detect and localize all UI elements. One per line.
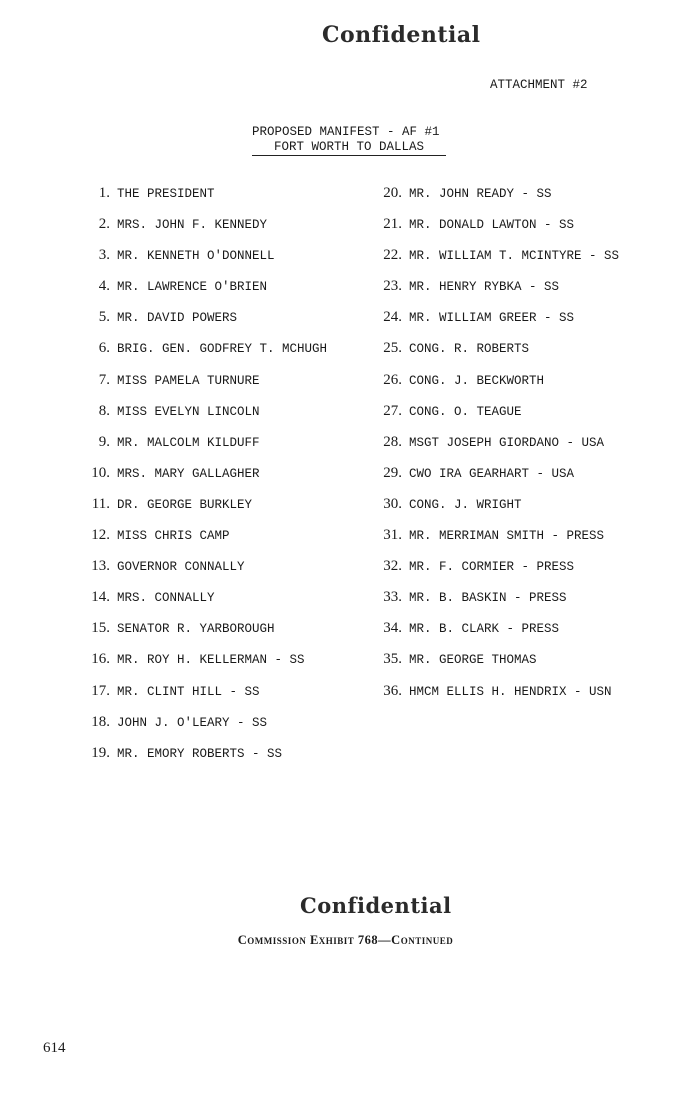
passenger-name: MR. MERRIMAN SMITH - PRESS: [409, 529, 605, 544]
passenger-name: MR. LAWRENCE O'BRIEN: [117, 280, 268, 295]
entry-number: 22.: [383, 247, 402, 264]
passenger-name: GOVERNOR CONNALLY: [117, 560, 245, 575]
entry-number: 12.: [91, 527, 110, 544]
entry-number: 25.: [383, 340, 402, 357]
passenger-name: MRS. JOHN F. KENNEDY: [117, 218, 268, 233]
entry-number: 36.: [383, 682, 402, 699]
manifest-entry: [70, 683, 327, 714]
entry-number: 6.: [98, 340, 110, 357]
entry-number: 28.: [383, 433, 402, 450]
entry-number: 15.: [91, 620, 110, 637]
passenger-name: MR. WILLIAM GREER - SS: [409, 311, 575, 326]
manifest-entry: [70, 247, 327, 278]
manifest-entry: [362, 403, 619, 434]
entry-number: 21.: [383, 216, 402, 233]
manifest-entry: [70, 278, 327, 309]
manifest-entry: [70, 496, 327, 527]
manifest-entry: [70, 340, 327, 371]
passenger-name: HMCM ELLIS H. HENDRIX - USN: [409, 684, 612, 699]
manifest-entry: [70, 403, 327, 434]
passenger-name: MR. EMORY ROBERTS - SS: [117, 746, 283, 761]
passenger-name: MISS PAMELA TURNURE: [117, 373, 260, 388]
passenger-name: CONG. J. BECKWORTH: [409, 373, 545, 388]
entry-number: 20.: [383, 185, 402, 201]
entry-number: 32.: [383, 558, 402, 575]
passenger-name: MR. DONALD LAWTON - SS: [409, 218, 575, 233]
entry-number: 2.: [98, 216, 110, 233]
manifest-entry: [70, 745, 327, 776]
manifest-entry: [362, 683, 619, 714]
entry-number: 24.: [383, 309, 402, 326]
passenger-name: MR. JOHN READY - SS: [409, 187, 552, 201]
passenger-name: MR. ROY H. KELLERMAN - SS: [117, 653, 305, 668]
manifest-entry: [70, 465, 327, 496]
manifest-title: PROPOSED MANIFEST - AF #1: [252, 125, 440, 139]
manifest-entry: [362, 309, 619, 340]
manifest-entry: [70, 185, 327, 216]
manifest-entry: [362, 651, 619, 682]
manifest-entry: [362, 589, 619, 620]
confidential-stamp-bottom: Confidential: [300, 893, 452, 918]
manifest-entry: [70, 434, 327, 465]
manifest-route: FORT WORTH TO DALLAS: [252, 140, 446, 156]
manifest-list-right: [362, 185, 619, 714]
entry-number: 7.: [98, 371, 110, 388]
manifest-entry: [362, 278, 619, 309]
entry-number: 11.: [91, 495, 110, 512]
entry-number: 1.: [98, 185, 110, 201]
manifest-list-left: [70, 185, 327, 776]
entry-number: 33.: [383, 589, 402, 606]
manifest-entry: [362, 620, 619, 651]
passenger-name: MR. CLINT HILL - SS: [117, 684, 260, 699]
entry-number: 27.: [383, 402, 402, 419]
passenger-name: DR. GEORGE BURKLEY: [117, 497, 253, 512]
passenger-name: MSGT JOSEPH GIORDANO - USA: [409, 435, 605, 450]
passenger-name: CONG. O. TEAGUE: [409, 404, 522, 419]
manifest-entry: [70, 309, 327, 340]
entry-number: 16.: [91, 651, 110, 668]
manifest-entry: [362, 216, 619, 247]
manifest-entry: [362, 185, 619, 216]
passenger-name: MR. WILLIAM T. MCINTYRE - SS: [409, 249, 620, 264]
manifest-entry: [70, 527, 327, 558]
entry-number: 10.: [91, 464, 110, 481]
entry-number: 17.: [91, 682, 110, 699]
manifest-entry: [362, 372, 619, 403]
manifest-entry: [362, 496, 619, 527]
passenger-name: MR. B. BASKIN - PRESS: [409, 591, 567, 606]
entry-number: 23.: [383, 278, 402, 295]
passenger-name: MRS. MARY GALLAGHER: [117, 466, 260, 481]
manifest-entry: [70, 216, 327, 247]
passenger-name: MR. B. CLARK - PRESS: [409, 622, 560, 637]
manifest-entry: [70, 589, 327, 620]
entry-number: 9.: [98, 433, 110, 450]
entry-number: 14.: [91, 589, 110, 606]
passenger-name: MR. DAVID POWERS: [117, 311, 238, 326]
passenger-name: MR. KENNETH O'DONNELL: [117, 249, 275, 264]
entry-number: 3.: [98, 247, 110, 264]
passenger-name: THE PRESIDENT: [117, 187, 215, 201]
entry-number: 34.: [383, 620, 402, 637]
passenger-name: MRS. CONNALLY: [117, 591, 215, 606]
entry-number: 4.: [98, 278, 110, 295]
manifest-entry: [362, 558, 619, 589]
passenger-name: MR. HENRY RYBKA - SS: [409, 280, 560, 295]
manifest-entry: [362, 527, 619, 558]
manifest-entry: [70, 620, 327, 651]
entry-number: 30.: [383, 495, 402, 512]
manifest-entry: [70, 372, 327, 403]
entry-number: 19.: [91, 744, 110, 761]
passenger-name: CWO IRA GEARHART - USA: [409, 466, 575, 481]
entry-number: 5.: [98, 309, 110, 326]
attachment-label: ATTACHMENT #2: [490, 78, 588, 92]
exhibit-caption: Commission Exhibit 768—Continued: [237, 933, 454, 947]
passenger-name: MR. MALCOLM KILDUFF: [117, 435, 260, 450]
entry-number: 26.: [383, 371, 402, 388]
entry-number: 8.: [98, 402, 110, 419]
passenger-name: MR. GEORGE THOMAS: [409, 653, 537, 668]
entry-number: 29.: [383, 464, 402, 481]
confidential-stamp-top: Confidential: [322, 22, 481, 48]
manifest-entry: [70, 651, 327, 682]
passenger-name: MISS EVELYN LINCOLN: [117, 404, 260, 419]
entry-number: 13.: [91, 558, 110, 575]
manifest-entry: [362, 434, 619, 465]
manifest-entry: [70, 714, 327, 745]
passenger-name: MISS CHRIS CAMP: [117, 529, 230, 544]
page-number: 614: [43, 1040, 66, 1056]
passenger-name: SENATOR R. YARBOROUGH: [117, 622, 275, 637]
passenger-name: CONG. J. WRIGHT: [409, 497, 522, 512]
passenger-name: BRIG. GEN. GODFREY T. MCHUGH: [117, 342, 328, 357]
passenger-name: CONG. R. ROBERTS: [409, 342, 530, 357]
manifest-entry: [362, 247, 619, 278]
manifest-entry: [362, 340, 619, 371]
manifest-entry: [362, 465, 619, 496]
passenger-name: MR. F. CORMIER - PRESS: [409, 560, 575, 575]
entry-number: 18.: [91, 713, 110, 730]
passenger-name: JOHN J. O'LEARY - SS: [117, 715, 268, 730]
manifest-entry: [70, 558, 327, 589]
entry-number: 35.: [383, 651, 402, 668]
entry-number: 31.: [383, 527, 402, 544]
